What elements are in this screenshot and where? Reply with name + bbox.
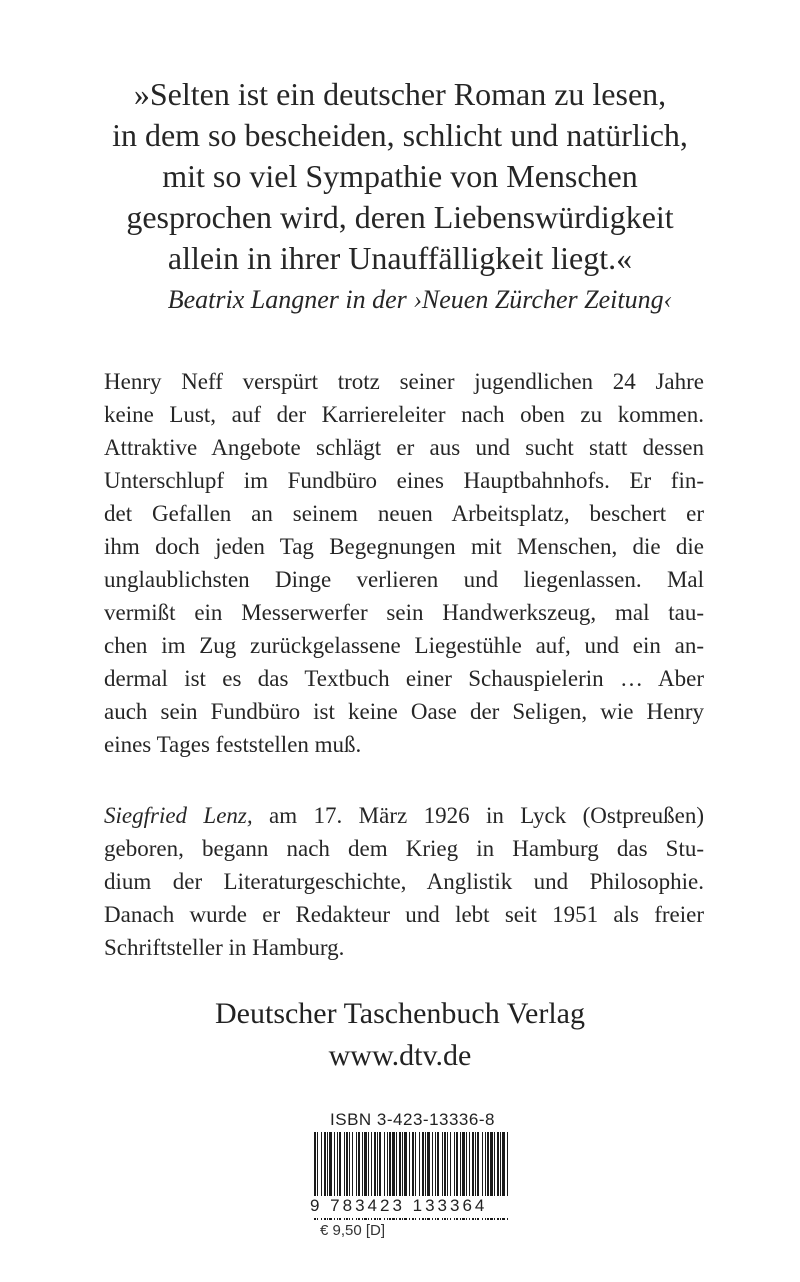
quote-line: gesprochen wird, deren Liebenswürdigkeit [126, 199, 674, 235]
ean-number: 9 783423 133364 [310, 1196, 515, 1218]
blurb-line: Unterschlupf im Fundbüro eines Hauptbahnhofs. Er fin- [104, 468, 704, 493]
publisher-name: Deutscher Taschenbuch Verlag [215, 997, 585, 1030]
blurb-line: ihm doch jeden Tag Begegnungen mit Menschen, die die [104, 534, 704, 559]
author-name: Siegfried Lenz, [104, 803, 253, 828]
bio-line: dium der Literaturgeschichte, Anglistik und Philosophie. [104, 869, 704, 894]
blurb-line: eines Tages feststellen muß. [104, 732, 362, 757]
bio-line: Schriftsteller in Hamburg. [104, 935, 345, 960]
blurb-line: unglaublichsten Dinge verlieren und liegenlassen. Mal [104, 567, 704, 592]
bio-line: Danach wurde er Redakteur und lebt seit 1951 als freier [104, 902, 704, 927]
blurb-line: keine Lust, auf der Karriereleiter nach oben zu kommen. [104, 402, 704, 427]
blurb-line: auch sein Fundbüro ist keine Oase der Seligen, wie Henry [104, 699, 704, 724]
blurb-line: chen im Zug zurückgelassene Liegestühle auf, und ein an- [104, 633, 704, 658]
blurb-line: Attraktive Angebote schlägt er aus und sucht statt dessen [104, 435, 704, 460]
quote-line: in dem so bescheiden, schlicht und natürlich, [112, 117, 688, 153]
book-blurb [104, 365, 704, 761]
blurb-line: vermißt ein Messerwerfer sein Handwerkszeug, mal tau- [104, 600, 704, 625]
blurb-line: det Gefallen an seinem neuen Arbeitsplatz, beschert er [104, 501, 704, 526]
publisher-url: www.dtv.de [328, 1039, 472, 1072]
blurb-line: Henry Neff verspürt trotz seiner jugendlichen 24 Jahre [104, 369, 704, 394]
isbn-label: ISBN 3-423-13336-8 [330, 1110, 495, 1129]
price-label: € 9,50 [D] [320, 1222, 386, 1239]
author-bio [104, 799, 704, 964]
review-quote [0, 74, 800, 317]
bio-first-line [104, 799, 704, 832]
quote-line: allein in ihrer Unauffälligkeit liegt.« [167, 240, 633, 276]
blurb-line: dermal ist es das Textbuch einer Schauspielerin … Aber [104, 666, 704, 691]
publisher-block [0, 993, 800, 1077]
quote-attribution: Beatrix Langner in der ›Neuen Zürcher Zeitung‹ [167, 285, 673, 314]
bio-line: geboren, begann nach dem Krieg in Hamburg das Stu- [104, 836, 704, 861]
quote-line: mit so viel Sympathie von Menschen [162, 158, 638, 194]
quote-line: »Selten ist ein deutscher Roman zu lesen, [133, 76, 667, 112]
bio-text: am 17. März 1926 in Lyck (Ostpreußen) [252, 803, 704, 828]
